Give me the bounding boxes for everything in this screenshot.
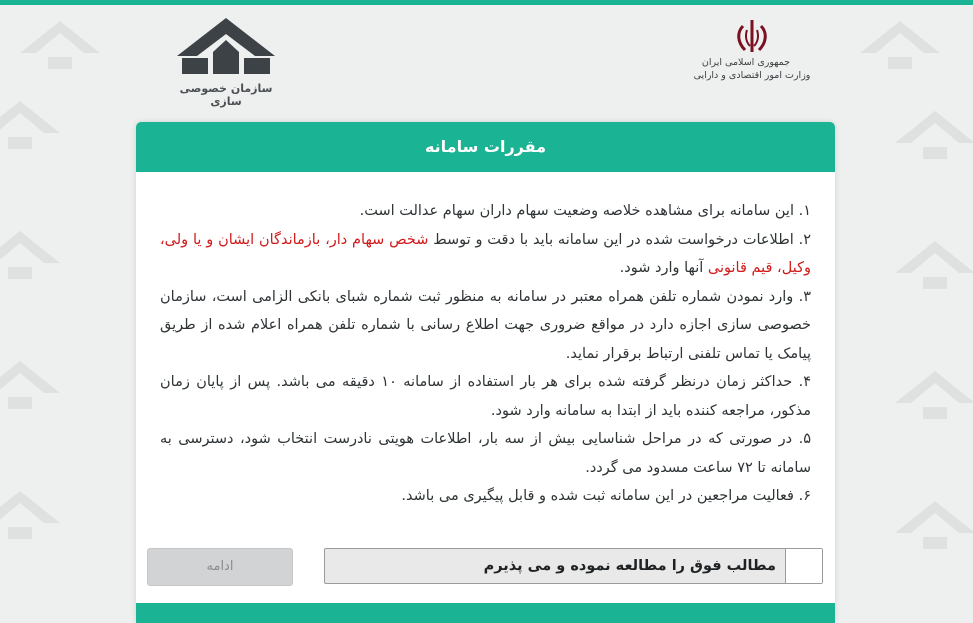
card-footer-bar bbox=[136, 603, 835, 623]
background-watermark-logo bbox=[0, 100, 60, 150]
background-watermark-logo bbox=[0, 360, 60, 410]
rule-text: اطلاعات درخواست شده در این سامانه باید با دقت و توسط bbox=[433, 231, 794, 248]
accept-terms-label[interactable]: مطالب فوق را مطالعه نموده و می پذیرم bbox=[483, 558, 776, 574]
rule-item-2 bbox=[160, 226, 811, 283]
privatization-org-name: سازمان خصوصی سازی bbox=[179, 82, 273, 108]
continue-button[interactable]: ادامه bbox=[147, 548, 293, 586]
rule-number: ۲. bbox=[798, 231, 812, 248]
background-watermark-logo bbox=[20, 20, 100, 70]
rule-text: فعالیت مراجعین در این سامانه ثبت شده و قابل پیگیری می باشد. bbox=[401, 488, 794, 504]
rules-list bbox=[136, 172, 835, 511]
rule-text: این سامانه برای مشاهده خلاصه وضعیت سهام داران سهام عدالت است. bbox=[359, 203, 794, 219]
rule-item-1 bbox=[160, 197, 811, 226]
background-watermark-logo bbox=[0, 490, 60, 540]
accept-terms-control[interactable] bbox=[324, 548, 823, 584]
rule-item-5 bbox=[160, 425, 811, 482]
rule-text: در صورتی که در مراحل شناسایی بیش از سه بار، اطلاعات هویتی نادرست انتخاب شود، دسترسی به سامانه تا ۷۲ ساعت مسدود می گردد. bbox=[160, 431, 811, 476]
accept-terms-checkbox[interactable] bbox=[785, 549, 822, 583]
background-watermark-logo bbox=[0, 230, 60, 280]
rule-number: ۴. bbox=[798, 374, 811, 390]
ministry-logo bbox=[686, 18, 818, 82]
ministry-line2: وزارت امور اقتصادی و دارایی bbox=[693, 70, 811, 81]
ministry-line1: جمهوری اسلامی ایران bbox=[701, 57, 790, 68]
rule-number: ۵. bbox=[798, 431, 811, 447]
rule-text: حداکثر زمان درنظر گرفته شده برای هر بار استفاده از سامانه ۱۰ دقیقه می باشد. پس از پایان زمان مذکور، مراجعه کننده باید از ابتدا به سامانه وارد شود. bbox=[160, 374, 811, 419]
rule-item-4 bbox=[160, 368, 811, 425]
rule-number: ۱. bbox=[798, 203, 811, 219]
rules-card bbox=[136, 122, 835, 623]
rule-text: وارد نمودن شماره تلفن همراه معتبر در سامانه به منظور ثبت شماره شبای بانکی الزامی است، سازمان خصوصی سازی اجازه دارد در مواقع ضروری جهت اطلاع رسانی با شماره تلفن همراه اعلام شده از طریق پیامک یا تماس تلفنی ارتباط برقرار نماید. bbox=[160, 288, 811, 362]
top-accent-bar bbox=[0, 0, 973, 5]
background-watermark-logo bbox=[895, 110, 973, 160]
background-watermark-logo bbox=[895, 240, 973, 290]
background-watermark-logo bbox=[860, 20, 940, 70]
iran-emblem-icon bbox=[686, 18, 818, 56]
background-watermark-logo bbox=[895, 500, 973, 550]
rule-text: آنها وارد شود. bbox=[619, 260, 704, 276]
card-title: مقررات سامانه bbox=[136, 122, 835, 172]
rule-highlight-text: شخص سهام دار، بازماندگان ایشان و یا ولی، وکیل، قیم قانونی bbox=[160, 231, 811, 276]
rule-number: ۶. bbox=[798, 488, 811, 504]
background-watermark-logo bbox=[895, 370, 973, 420]
rule-number: ۳. bbox=[798, 288, 811, 305]
privatization-org-logo bbox=[166, 18, 286, 108]
privatization-logo-icon bbox=[177, 18, 275, 76]
rule-item-6 bbox=[160, 482, 811, 511]
rule-item-3 bbox=[160, 283, 811, 369]
